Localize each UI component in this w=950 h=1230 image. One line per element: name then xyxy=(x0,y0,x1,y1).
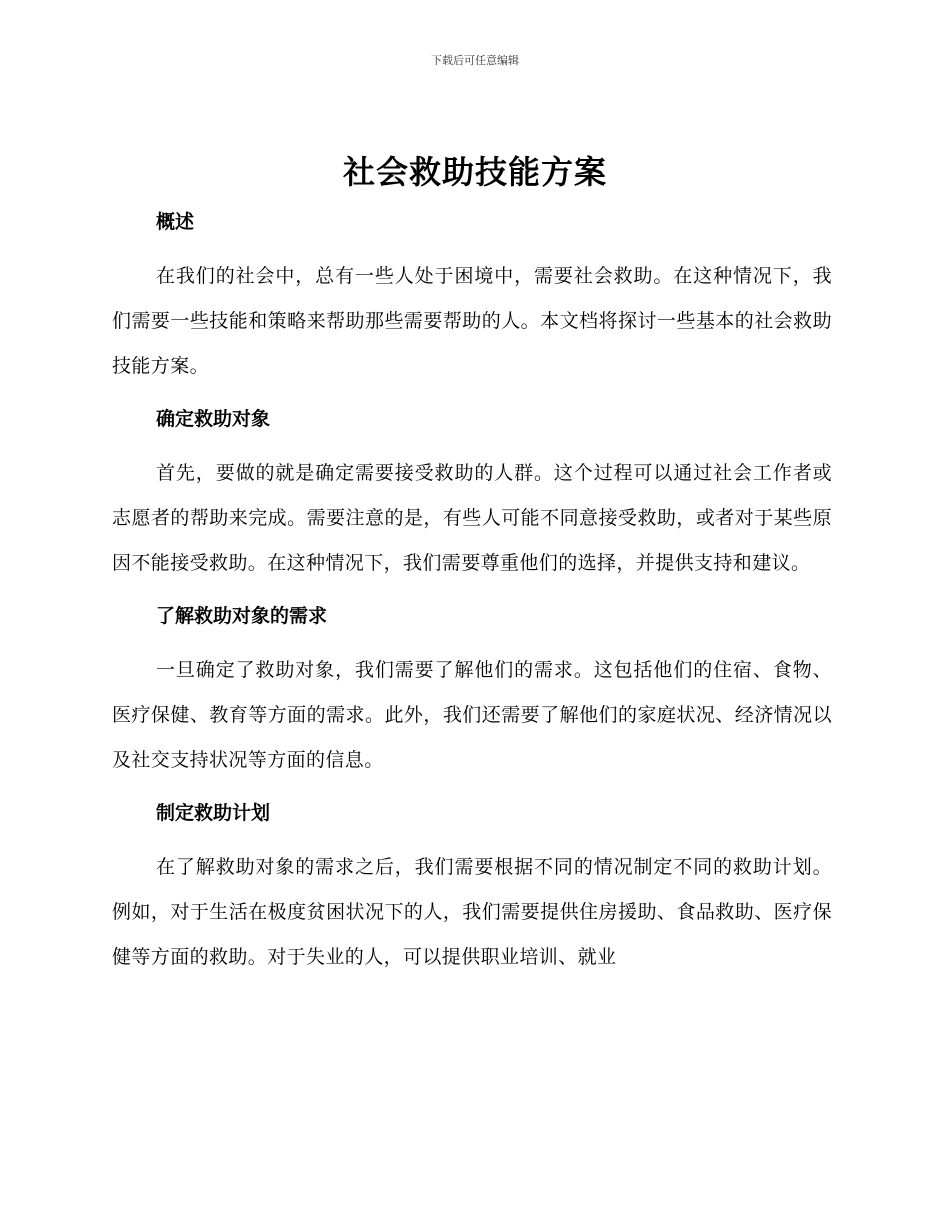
section-overview xyxy=(112,204,832,389)
section-paragraph: 一旦确定了救助对象，我们需要了解他们的需求。这包括他们的住宿、食物、医疗保健、教育等方面的需求。此外，我们还需要了解他们的家庭状况、经济情况以及社交支持状况等方面的信息。 xyxy=(112,659,832,771)
section-identify-recipients xyxy=(112,401,832,586)
section-make-plan xyxy=(112,795,832,980)
section-heading: 了解救助对象的需求 xyxy=(156,605,328,627)
document-body xyxy=(112,204,832,992)
section-heading: 概述 xyxy=(156,211,195,233)
section-paragraph: 在我们的社会中，总有一些人处于困境中，需要社会救助。在这种情况下，我们需要一些技能和策略来帮助那些需要帮助的人。本文档将探讨一些基本的社会救助技能方案。 xyxy=(112,265,832,377)
document-title: 社会救助技能方案 xyxy=(342,153,607,191)
section-paragraph: 在了解救助对象的需求之后，我们需要根据不同的情况制定不同的救助计划。例如，对于生活在极度贫困状况下的人，我们需要提供住房援助、食品救助、医疗保健等方面的救助。对于失业的人，可以提供职业培训、就业 xyxy=(112,856,832,968)
section-heading: 确定救助对象 xyxy=(156,408,271,430)
section-heading: 制定救助计划 xyxy=(156,802,271,824)
section-understand-needs xyxy=(112,598,832,783)
section-paragraph: 首先，要做的就是确定需要接受救助的人群。这个过程可以通过社会工作者或志愿者的帮助来完成。需要注意的是，有些人可能不同意接受救助，或者对于某些原因不能接受救助。在这种情况下，我们需要尊重他们的选择，并提供支持和建议。 xyxy=(112,462,832,574)
page-header-note: 下载后可任意编辑 xyxy=(431,54,519,67)
